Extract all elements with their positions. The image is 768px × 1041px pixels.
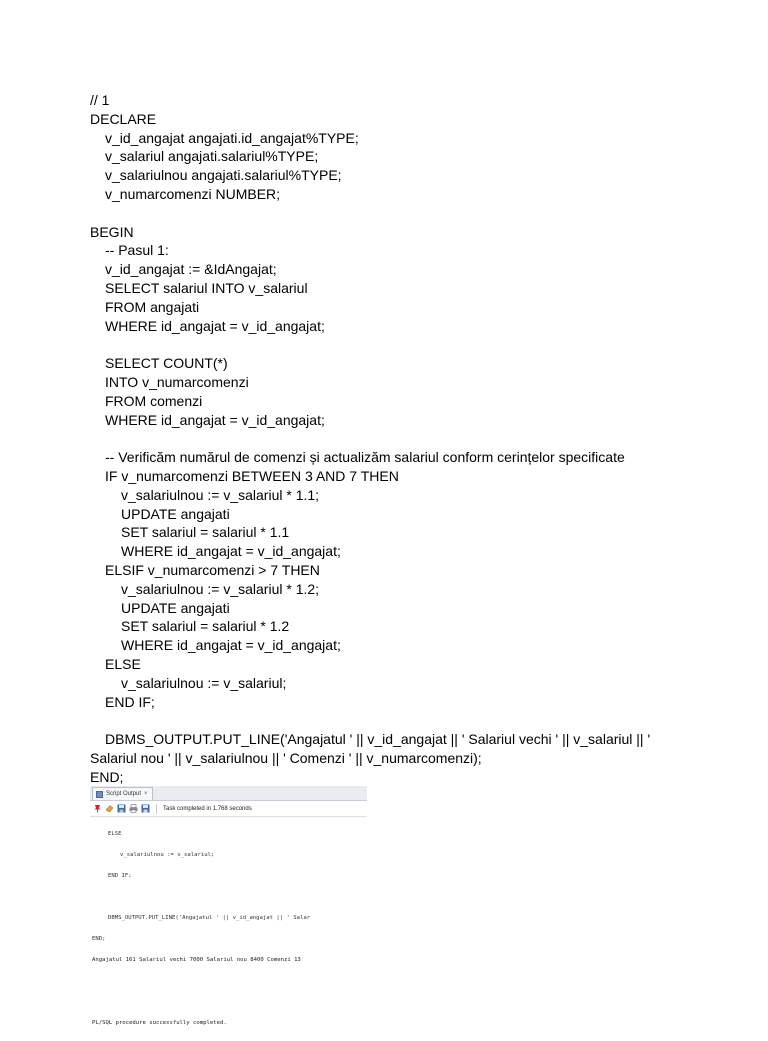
code-line: v_salariulnou angajati.salariul%TYPE;	[105, 167, 342, 184]
code-line: DBMS_OUTPUT.PUT_LINE('Angajatul ' || v_id_angajat || ' Salariul vechi ' || v_salariul || '	[105, 731, 651, 748]
code-line: v_salariulnou := v_salariul * 1.2;	[121, 580, 320, 597]
code-line: END;	[90, 768, 124, 785]
output-line: DBMS_OUTPUT.PUT_LINE('Angajatul ' || v_id_angajat || ' Salar	[108, 915, 311, 921]
output-line: END;	[92, 936, 106, 942]
code-line: DECLARE	[90, 110, 157, 127]
toolbar-separator	[156, 804, 157, 814]
code-line: WHERE id_angajat = v_id_angajat;	[105, 411, 325, 428]
script-output-icon	[96, 791, 103, 798]
code-line: v_salariulnou := v_salariul;	[121, 674, 287, 691]
code-line: INTO v_numarcomenzi	[105, 373, 249, 390]
code-line: WHERE id_angajat = v_id_angajat;	[121, 543, 341, 560]
code-line: v_id_angajat angajati.id_angajat%TYPE;	[105, 129, 359, 146]
blank-line	[90, 204, 730, 223]
panel-tab-bar	[90, 786, 367, 801]
code-line: ELSE	[105, 655, 141, 672]
completion-message: PL/SQL procedure successfully completed.	[92, 1020, 227, 1026]
output-line: END IF;	[108, 873, 132, 879]
eraser-icon[interactable]	[105, 804, 114, 813]
code-line: SET salariul = salariul * 1.2	[121, 618, 290, 635]
code-line: BEGIN	[90, 223, 134, 240]
code-line: WHERE id_angajat = v_id_angajat;	[121, 637, 341, 654]
task-status: Task completed in 1.768 seconds	[163, 805, 252, 812]
code-line: v_id_angajat := &IdAngajat;	[105, 261, 277, 278]
output-result: Angajatul 161 Salariul vechi 7000 Salariul nou 8400 Comenzi 13	[92, 957, 301, 963]
code-line: FROM comenzi	[105, 392, 203, 409]
code-line: SET salariul = salariul * 1.1	[121, 524, 290, 541]
code-line: UPDATE angajati	[121, 505, 230, 522]
save-icon[interactable]	[117, 804, 126, 813]
output-line	[92, 999, 367, 1006]
code-document	[90, 91, 730, 786]
code-line: SELECT salariul INTO v_salariul	[105, 279, 308, 296]
code-line: ELSIF v_numarcomenzi > 7 THEN	[105, 561, 320, 578]
tab-label: Script Output	[106, 791, 142, 797]
output-line	[92, 978, 367, 985]
output-line: ELSE	[108, 831, 122, 837]
output-line: v_salariulnou := v_salariul;	[120, 852, 215, 858]
blank-line	[90, 429, 730, 448]
code-line: IF v_numarcomenzi BETWEEN 3 AND 7 THEN	[105, 467, 399, 484]
code-line: v_salariul angajati.salariul%TYPE;	[105, 148, 319, 165]
code-line: UPDATE angajati	[121, 599, 230, 616]
tab-script-output[interactable]	[92, 787, 153, 800]
output-line	[92, 894, 367, 901]
panel-toolbar	[90, 801, 367, 817]
blank-line	[90, 711, 730, 730]
tab-close-icon[interactable]: ×	[144, 791, 148, 797]
code-line: v_numarcomenzi NUMBER;	[105, 185, 281, 202]
script-output-screenshot	[90, 786, 367, 1026]
code-line: Salariul nou ' || v_salariulnou || ' Comenzi ' || v_numarcomenzi);	[90, 749, 482, 766]
code-comment: -- Verificăm numărul de comenzi și actualizăm salariul conform cerințelor specificate	[105, 449, 625, 466]
code-line: WHERE id_angajat = v_id_angajat;	[105, 317, 325, 334]
print-icon[interactable]	[129, 804, 138, 813]
blank-line	[90, 335, 730, 354]
code-line: v_salariulnou := v_salariul * 1.1;	[121, 486, 320, 503]
export-icon[interactable]	[141, 804, 150, 813]
code-line: FROM angajati	[105, 298, 200, 315]
code-line: SELECT COUNT(*)	[105, 355, 228, 372]
pin-icon[interactable]	[93, 804, 102, 813]
code-line: END IF;	[105, 693, 155, 710]
code-line: // 1	[90, 92, 110, 108]
code-line: -- Pasul 1:	[105, 242, 169, 259]
output-console	[90, 817, 367, 1041]
